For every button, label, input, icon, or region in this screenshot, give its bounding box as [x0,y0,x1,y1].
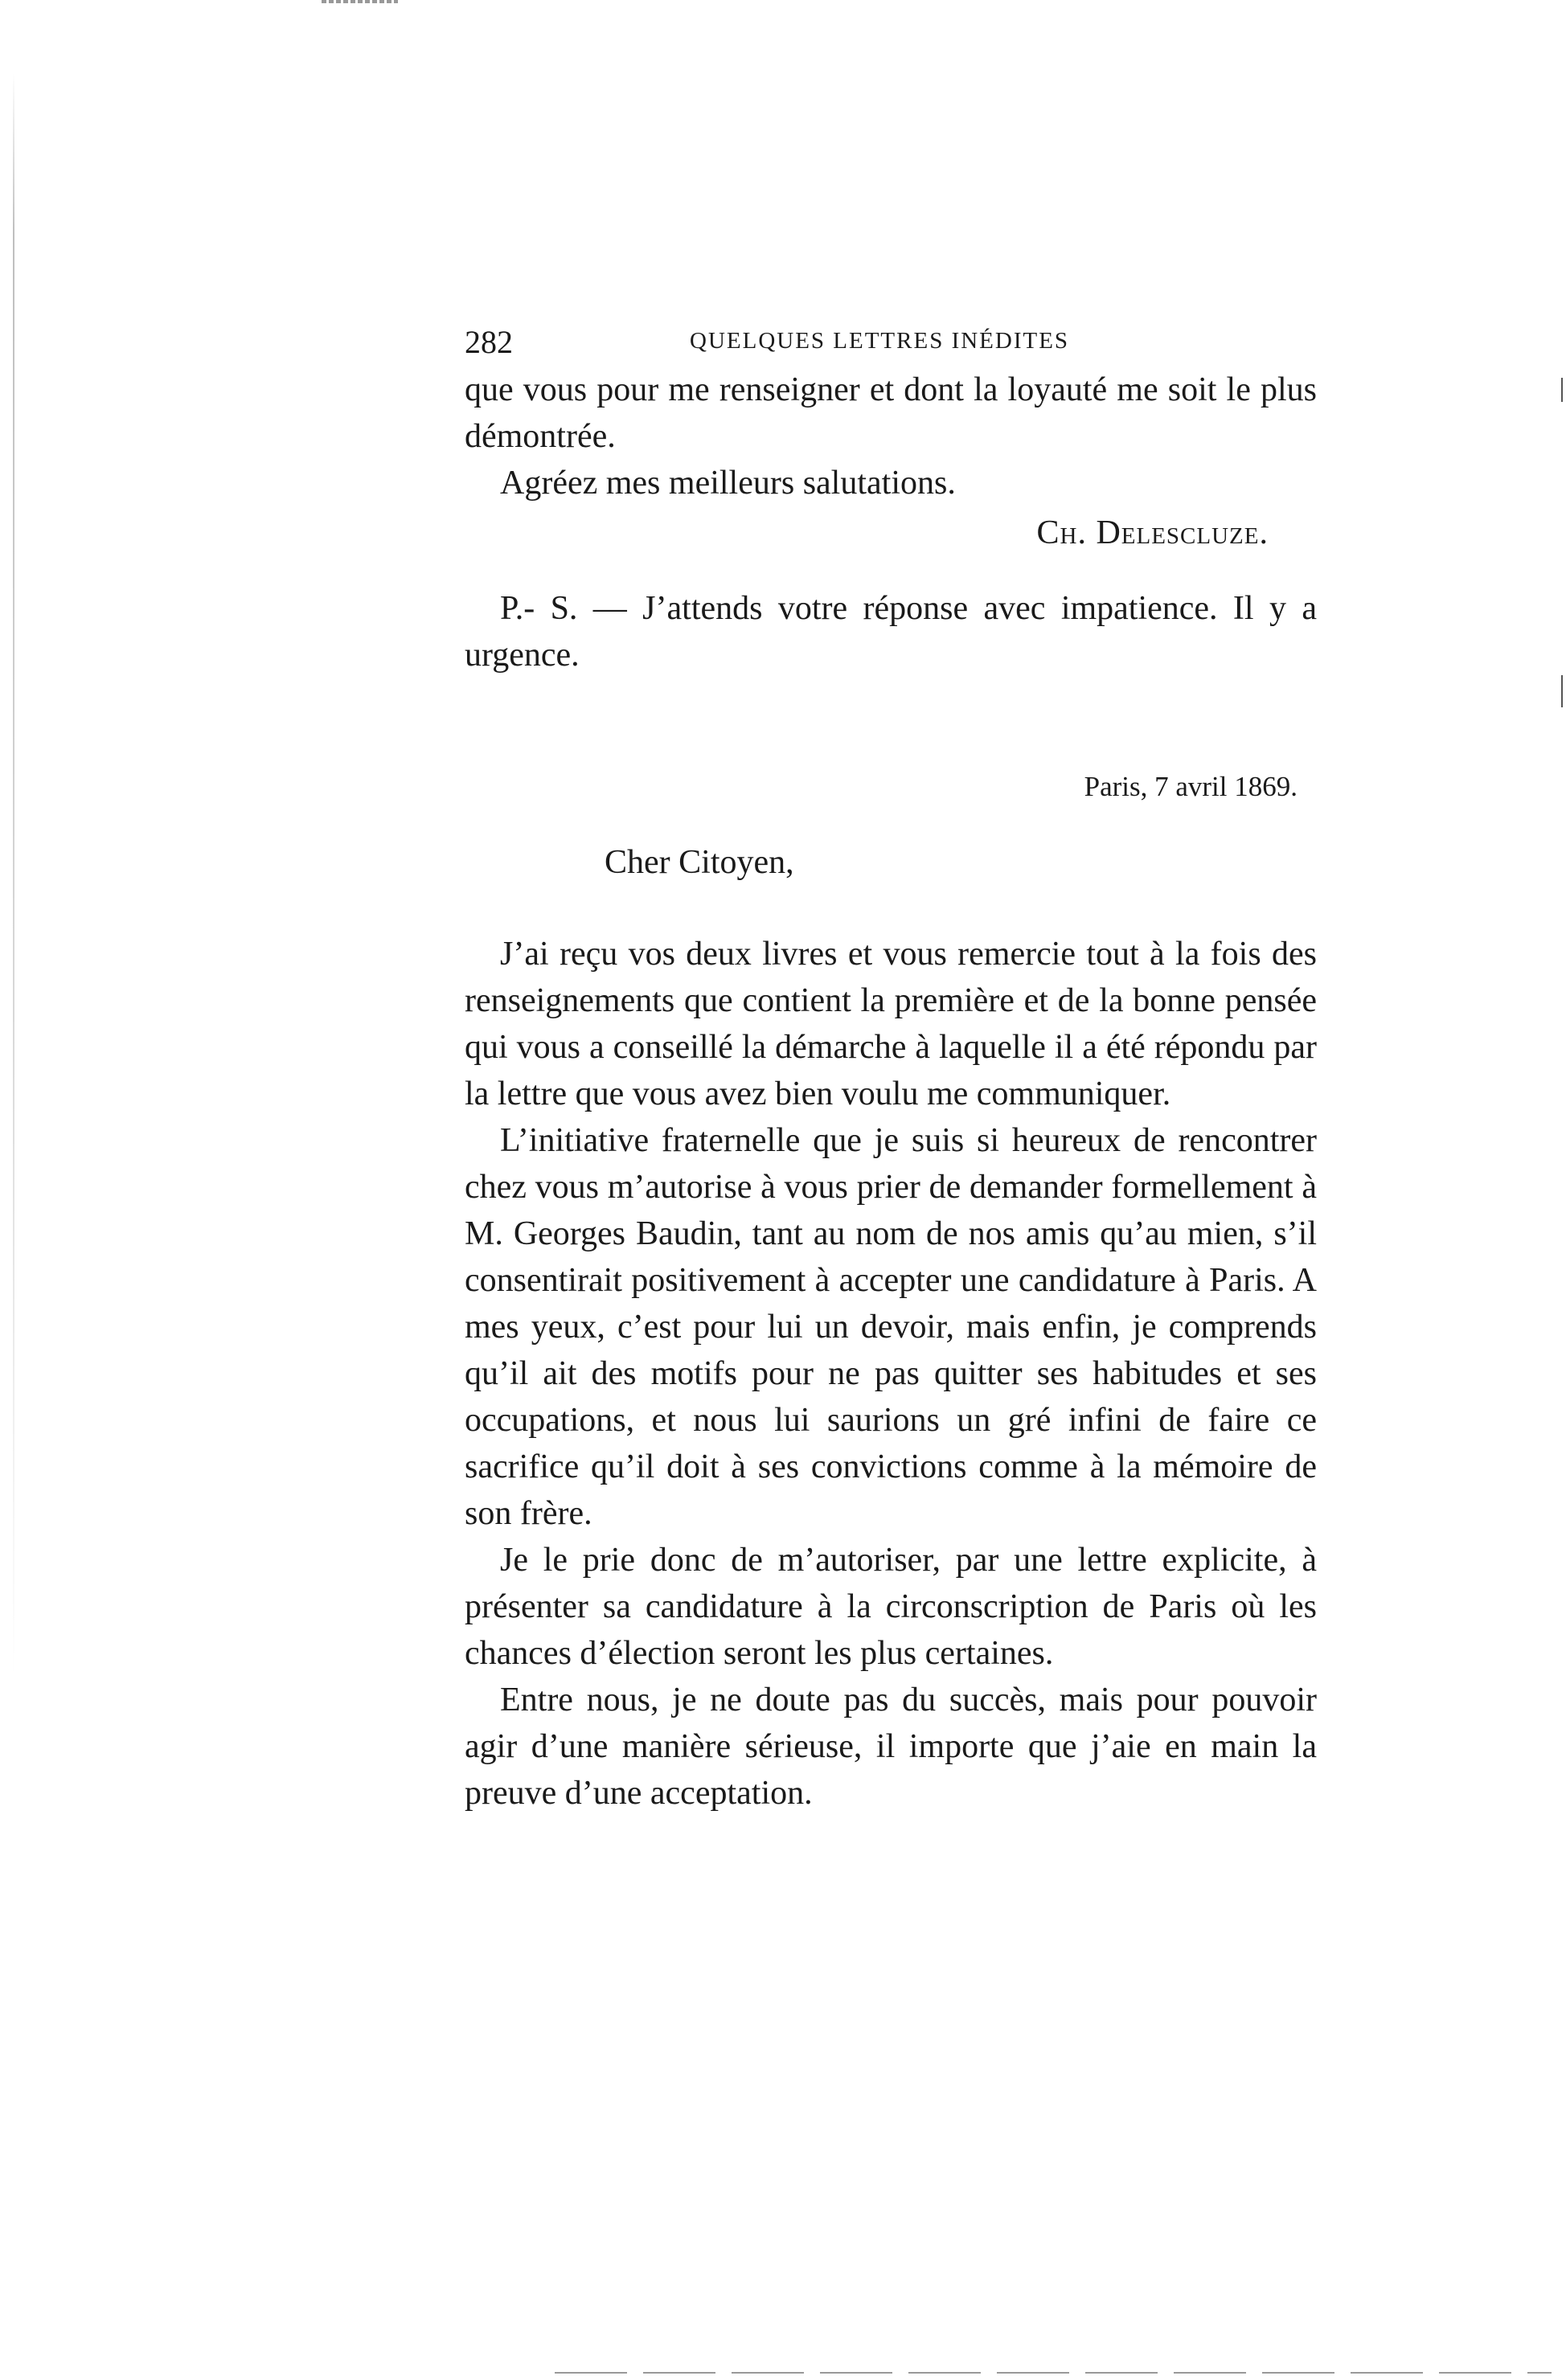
letter-signature: Ch. Delescluze. [1036,514,1269,551]
letter-continuation: que vous pour me renseigner et dont la loyauté me soit le plus démontrée. [465,371,1317,455]
running-head-title: QUELQUES LETTRES INÉDITES [690,328,1070,354]
letter-paragraph: L’initiative fraternelle que je suis si heureux de rencontrer chez vous m’autorise à vous prier de demander formellement à M. Georges Baudin, tant au nom de nos amis qu’au mien, s’il consentirait positivement à accepter une candidature à Paris. A mes yeux, c’est pour lui un devoir, mais enfin, je comprends qu’il ait des motifs pour ne pas quitter ses habitudes et ses occupations, et nous lui saurions un gré infini de faire ce sacrifice qu’il doit à ses convictions comme à la mémoire de son frère. [465,1122,1317,1532]
scan-smudge-top [322,0,398,3]
book-page [465,322,1317,1817]
letter-closing: Agréez mes meilleurs salutations. [500,465,956,502]
scan-edge-right-mark [1561,675,1563,707]
letter-dateline: Paris, 7 avril 1869. [1084,771,1297,802]
letter-paragraph: Entre nous, je ne doute pas du succès, mais pour pouvoir agir d’une manière sérieuse, il importe que j’aie en main la preuve d’une acceptation. [465,1682,1317,1812]
letter-paragraph: Je le prie donc de m’autoriser, par une lettre explicite, à présenter sa candidature à la circonscription de Paris où les chances d’élection seront les plus certaines. [465,1542,1317,1672]
page-number: 282 [465,324,513,360]
running-head [465,322,1317,367]
scan-edge-bottom [555,2372,1552,2374]
scan-edge-right-mark [1561,378,1563,402]
letter-paragraph: J’ai reçu vos deux livres et vous remercie tout à la fois des renseignements que contient la première et de la bonne pensée qui vous a conseillé la démarche à laquelle il a été répondu par la lettre que vous avez bien voulu me communiquer. [465,936,1317,1112]
postscript: P.- S. — J’attends votre réponse avec impatience. Il y a urgence. [465,590,1317,674]
letter-salutation: Cher Citoyen, [605,844,794,881]
scan-edge-left [13,72,14,1680]
